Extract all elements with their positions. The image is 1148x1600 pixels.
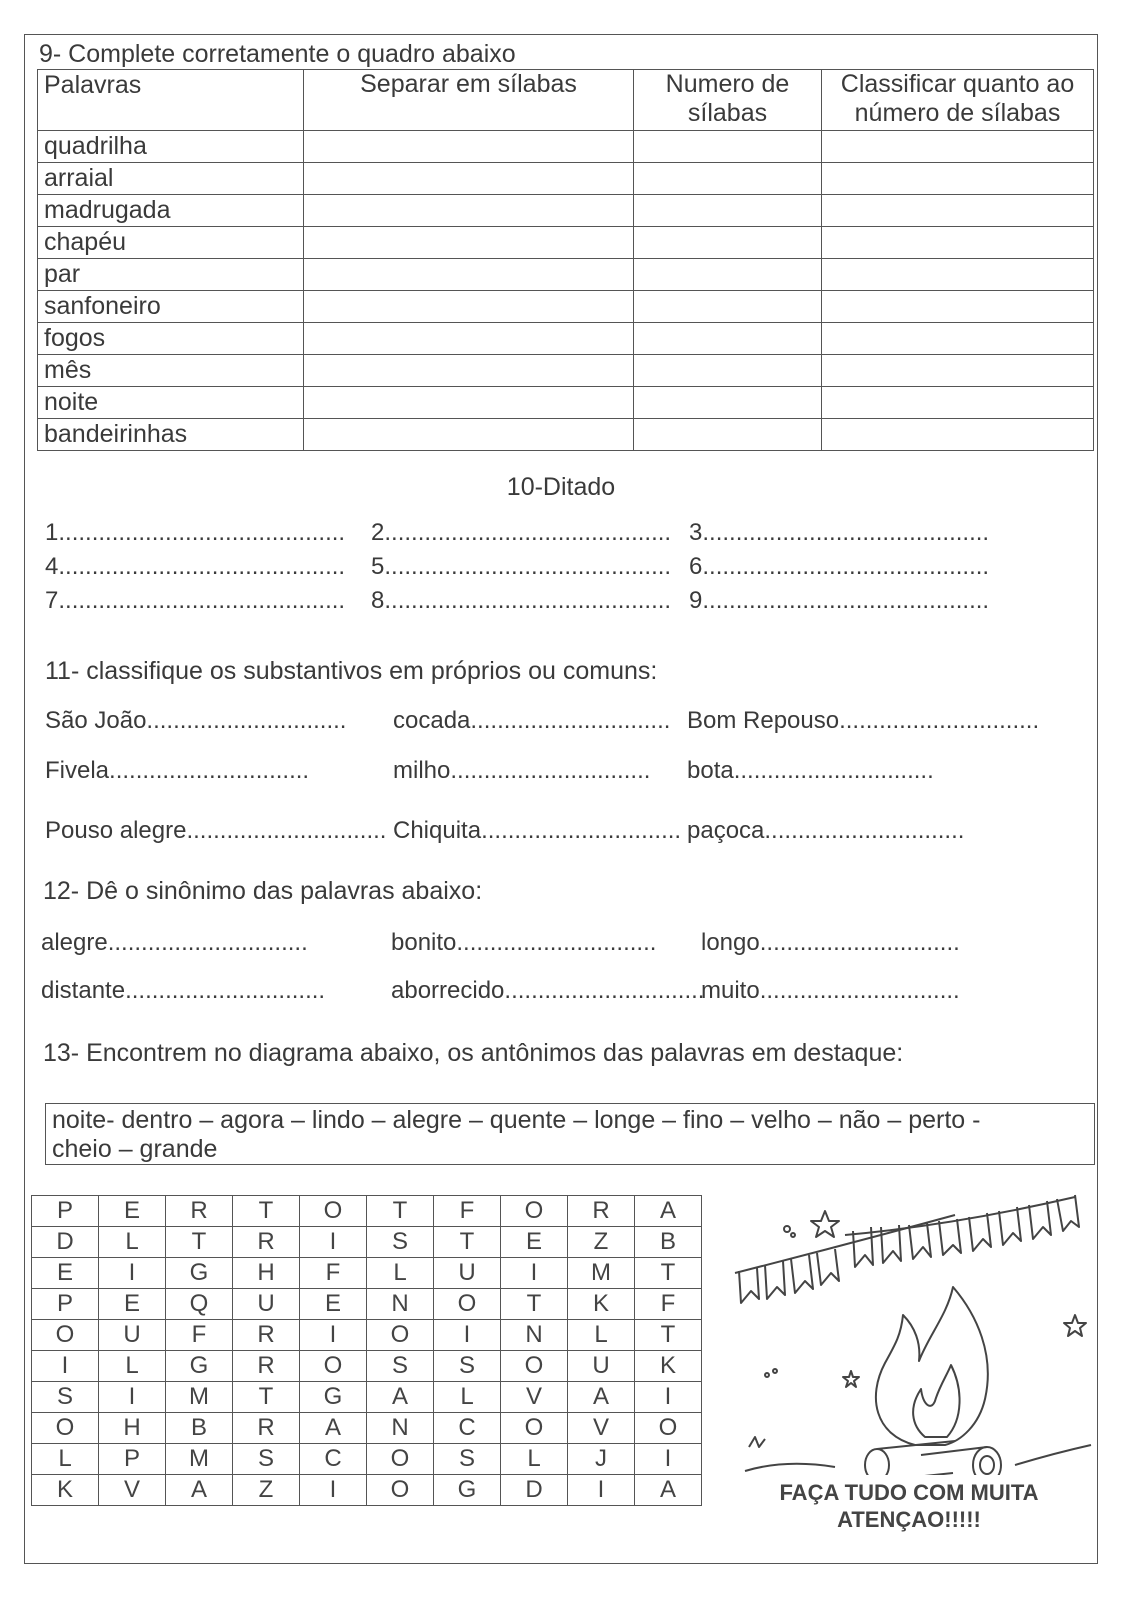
synonym-item[interactable]	[701, 929, 960, 957]
answer-dotted-line[interactable]: ..............................	[107, 929, 308, 956]
answer-dotted-line[interactable]: ...........................................	[384, 587, 672, 614]
star-icon	[811, 1211, 839, 1237]
noun-classification-item[interactable]	[393, 757, 650, 785]
grid-row	[32, 1227, 702, 1258]
syllable-count-input-cell[interactable]	[634, 163, 822, 195]
header-palavras: Palavras	[38, 70, 304, 131]
noun-classification-item[interactable]	[687, 817, 964, 845]
grid-letter-cell[interactable]: P	[32, 1196, 99, 1227]
grid-letter-cell[interactable]: Z	[568, 1227, 635, 1258]
flag-icon	[817, 1249, 839, 1285]
grid-letter-cell[interactable]: L	[568, 1320, 635, 1351]
grid-letter-cell[interactable]: O	[635, 1413, 702, 1444]
answer-dotted-line[interactable]: ..............................	[733, 757, 934, 784]
grid-letter-cell[interactable]: G	[434, 1475, 501, 1506]
grid-letter-cell[interactable]: T	[166, 1227, 233, 1258]
header-classificar: Classificar quanto ao número de sílabas	[822, 70, 1094, 131]
dictation-item-label: 3	[689, 519, 703, 546]
syllable-count-input-cell[interactable]	[634, 355, 822, 387]
grid-letter-cell[interactable]: I	[434, 1320, 501, 1351]
grid-row	[32, 1475, 702, 1506]
noun-classification-item[interactable]	[45, 757, 309, 785]
noun-classification-item[interactable]	[393, 817, 681, 845]
synonym-item-label: distante	[41, 977, 126, 1004]
grid-letter-cell[interactable]: I	[501, 1258, 568, 1289]
grid-letter-cell[interactable]: V	[568, 1413, 635, 1444]
noun-classification-item-label: cocada	[393, 707, 471, 734]
answer-dotted-line[interactable]: ...........................................	[702, 587, 990, 614]
grid-letter-cell[interactable]: F	[166, 1320, 233, 1351]
noun-classification-item-label: São João	[45, 707, 147, 734]
grid-letter-cell[interactable]: H	[233, 1258, 300, 1289]
grid-letter-cell[interactable]: S	[367, 1351, 434, 1382]
word-cell: fogos	[38, 323, 304, 355]
grid-letter-cell[interactable]: I	[99, 1382, 166, 1413]
grid-letter-cell[interactable]: I	[32, 1351, 99, 1382]
grid-letter-cell[interactable]: B	[166, 1413, 233, 1444]
grid-letter-cell[interactable]: Q	[166, 1289, 233, 1320]
grid-row	[32, 1196, 702, 1227]
antonyms-word-box	[45, 1103, 1095, 1165]
header-numero: Numero de sílabas	[634, 70, 822, 131]
syllables-input-cell[interactable]	[304, 227, 634, 259]
classification-input-cell[interactable]	[822, 355, 1094, 387]
classification-input-cell[interactable]	[822, 291, 1094, 323]
answer-dotted-line[interactable]: ...........................................	[384, 553, 672, 580]
grid-letter-cell[interactable]: A	[635, 1196, 702, 1227]
word-search-grid	[31, 1195, 702, 1506]
synonym-item-label: longo	[701, 929, 760, 956]
grid-letter-cell[interactable]: A	[300, 1413, 367, 1444]
grid-letter-cell[interactable]: K	[32, 1475, 99, 1506]
dictation-item-label: 8	[371, 587, 385, 614]
answer-dotted-line[interactable]: ..............................	[450, 757, 651, 784]
grid-letter-cell[interactable]: T	[233, 1382, 300, 1413]
answer-dotted-line[interactable]: ...........................................	[702, 519, 990, 546]
word-cell: bandeirinhas	[38, 419, 304, 451]
star-icon	[843, 1371, 859, 1387]
syllable-count-input-cell[interactable]	[634, 195, 822, 227]
flag-icon	[739, 1268, 759, 1303]
synonym-item[interactable]	[41, 929, 308, 957]
dictation-item[interactable]	[45, 553, 345, 581]
grid-letter-cell[interactable]: K	[635, 1351, 702, 1382]
grid-letter-cell[interactable]: I	[300, 1475, 367, 1506]
synonym-item[interactable]	[41, 977, 325, 1005]
syllable-table-row	[38, 419, 1094, 451]
grid-letter-cell[interactable]: O	[367, 1320, 434, 1351]
dictation-item-label: 1	[45, 519, 59, 546]
synonym-item[interactable]	[391, 977, 704, 1005]
dictation-item[interactable]	[371, 587, 671, 615]
answer-dotted-line[interactable]: ..............................	[839, 707, 1040, 734]
syllables-input-cell[interactable]	[304, 131, 634, 163]
classification-input-cell[interactable]	[822, 195, 1094, 227]
grid-letter-cell[interactable]: F	[300, 1258, 367, 1289]
dictation-item[interactable]	[45, 587, 345, 615]
word-cell: arraial	[38, 163, 304, 195]
grid-letter-cell[interactable]: L	[367, 1258, 434, 1289]
grid-letter-cell[interactable]: T	[635, 1258, 702, 1289]
grid-letter-cell[interactable]: G	[300, 1382, 367, 1413]
grid-letter-cell[interactable]: O	[300, 1351, 367, 1382]
syllables-input-cell[interactable]	[304, 195, 634, 227]
grid-letter-cell[interactable]: I	[300, 1227, 367, 1258]
syllable-table-row	[38, 387, 1094, 419]
grid-letter-cell[interactable]: R	[233, 1413, 300, 1444]
syllable-count-input-cell[interactable]	[634, 227, 822, 259]
grid-letter-cell[interactable]: O	[32, 1320, 99, 1351]
dictation-item[interactable]	[371, 519, 671, 547]
grid-letter-cell[interactable]: O	[501, 1351, 568, 1382]
answer-dotted-line[interactable]: ...........................................	[58, 519, 346, 546]
noun-classification-item-label: bota	[687, 757, 734, 784]
noun-classification-item[interactable]	[45, 707, 346, 735]
dictation-item[interactable]	[689, 553, 989, 581]
answer-dotted-line[interactable]: ..............................	[456, 929, 657, 956]
syllable-table-row	[38, 259, 1094, 291]
syllables-input-cell[interactable]	[304, 355, 634, 387]
inner-flame-icon	[913, 1365, 959, 1437]
classification-input-cell[interactable]	[822, 163, 1094, 195]
syllables-input-cell[interactable]	[304, 259, 634, 291]
grid-letter-cell[interactable]: P	[32, 1289, 99, 1320]
word-cell: par	[38, 259, 304, 291]
grid-letter-cell[interactable]: E	[99, 1289, 166, 1320]
syllables-input-cell[interactable]	[304, 387, 634, 419]
grid-letter-cell[interactable]: O	[32, 1413, 99, 1444]
word-cell: noite	[38, 387, 304, 419]
noun-classification-item-label: Bom Repouso	[687, 707, 840, 734]
syllables-input-cell[interactable]	[304, 163, 634, 195]
answer-dotted-line[interactable]: ..............................	[759, 977, 960, 1004]
flag-icon	[939, 1219, 961, 1255]
answer-dotted-line[interactable]: ..............................	[504, 977, 705, 1004]
grid-letter-cell[interactable]: T	[434, 1227, 501, 1258]
grid-letter-cell[interactable]: G	[166, 1351, 233, 1382]
grid-letter-cell[interactable]: U	[434, 1258, 501, 1289]
dictation-item[interactable]	[689, 587, 989, 615]
grid-letter-cell[interactable]: U	[99, 1320, 166, 1351]
grid-letter-cell[interactable]: I	[635, 1444, 702, 1475]
grid-row	[32, 1289, 702, 1320]
section-9-title: 9- Complete corretamente o quadro abaixo	[39, 40, 516, 68]
syllables-input-cell[interactable]	[304, 291, 634, 323]
noun-classification-item-label: Fivela	[45, 757, 110, 784]
synonym-item[interactable]	[391, 929, 656, 957]
log-icon	[973, 1447, 1001, 1475]
grid-letter-cell[interactable]: A	[568, 1382, 635, 1413]
grid-letter-cell[interactable]: T	[367, 1196, 434, 1227]
grid-letter-cell[interactable]: V	[99, 1475, 166, 1506]
answer-dotted-line[interactable]: ..............................	[146, 707, 347, 734]
noun-classification-item[interactable]	[393, 707, 670, 735]
dictation-item[interactable]	[689, 519, 989, 547]
grid-row	[32, 1382, 702, 1413]
syllable-count-input-cell[interactable]	[634, 323, 822, 355]
dictation-item[interactable]	[45, 519, 345, 547]
grid-letter-cell[interactable]: B	[635, 1227, 702, 1258]
grid-letter-cell[interactable]: E	[501, 1227, 568, 1258]
syllables-input-cell[interactable]	[304, 419, 634, 451]
grid-letter-cell[interactable]: L	[434, 1382, 501, 1413]
grid-letter-cell[interactable]: R	[233, 1227, 300, 1258]
grid-letter-cell[interactable]: S	[434, 1444, 501, 1475]
grid-row	[32, 1351, 702, 1382]
grid-letter-cell[interactable]: O	[367, 1444, 434, 1475]
section-12-title: 12- Dê o sinônimo das palavras abaixo:	[43, 877, 483, 905]
noun-classification-item[interactable]	[687, 757, 934, 785]
noun-classification-item-label: milho	[393, 757, 451, 784]
grid-letter-cell[interactable]: H	[99, 1413, 166, 1444]
grid-letter-cell[interactable]: E	[300, 1289, 367, 1320]
antonyms-words-line-2: cheio – grande	[52, 1135, 218, 1163]
section-9	[37, 39, 1093, 451]
grid-letter-cell[interactable]: F	[434, 1196, 501, 1227]
noun-classification-item-label: Pouso alegre	[45, 817, 187, 844]
grid-letter-cell[interactable]: A	[367, 1382, 434, 1413]
word-cell: madrugada	[38, 195, 304, 227]
grid-letter-cell[interactable]: D	[32, 1227, 99, 1258]
syllable-table-row	[38, 195, 1094, 227]
grid-letter-cell[interactable]: N	[501, 1320, 568, 1351]
grid-letter-cell[interactable]: O	[300, 1196, 367, 1227]
grid-letter-cell[interactable]: Z	[233, 1475, 300, 1506]
header-separar: Separar em sílabas	[304, 70, 634, 131]
grid-letter-cell[interactable]: O	[434, 1289, 501, 1320]
grid-letter-cell[interactable]: S	[233, 1444, 300, 1475]
grid-letter-cell[interactable]: E	[99, 1196, 166, 1227]
log-icon	[865, 1449, 889, 1475]
syllable-table-header	[38, 70, 1094, 131]
grid-letter-cell[interactable]: A	[166, 1475, 233, 1506]
syllable-table-row	[38, 323, 1094, 355]
grid-letter-cell[interactable]: S	[434, 1351, 501, 1382]
grid-row	[32, 1320, 702, 1351]
worksheet-sheet	[24, 34, 1098, 1564]
grid-letter-cell[interactable]: N	[367, 1289, 434, 1320]
star-icon	[1064, 1315, 1086, 1336]
grid-letter-cell[interactable]: J	[568, 1444, 635, 1475]
grid-letter-cell[interactable]: S	[32, 1382, 99, 1413]
grid-letter-cell[interactable]: O	[501, 1196, 568, 1227]
grid-letter-cell[interactable]: O	[501, 1413, 568, 1444]
answer-dotted-line[interactable]: ..............................	[481, 817, 682, 844]
flag-icon	[765, 1261, 785, 1299]
grid-letter-cell[interactable]: P	[99, 1444, 166, 1475]
syllable-count-input-cell[interactable]	[634, 291, 822, 323]
grid-letter-cell[interactable]: K	[568, 1289, 635, 1320]
noun-classification-item-label: Chiquita	[393, 817, 482, 844]
antonyms-words-line-1: noite- dentro – agora – lindo – alegre – quente – longe – fino – velho – não – perto -	[52, 1106, 981, 1134]
grid-row	[32, 1258, 702, 1289]
syllable-table-row	[38, 163, 1094, 195]
grid-letter-cell[interactable]: R	[166, 1196, 233, 1227]
grid-letter-cell[interactable]: R	[233, 1351, 300, 1382]
grid-letter-cell[interactable]: T	[635, 1320, 702, 1351]
syllable-table	[37, 69, 1094, 451]
syllables-input-cell[interactable]	[304, 323, 634, 355]
syllable-table-row	[38, 227, 1094, 259]
dictation-item-label: 7	[45, 587, 59, 614]
bonfire-illustration	[725, 1175, 1095, 1475]
word-cell: quadrilha	[38, 131, 304, 163]
answer-dotted-line[interactable]: ..............................	[759, 929, 960, 956]
grid-row	[32, 1444, 702, 1475]
attention-message-line-1: FAÇA TUDO COM MUITA	[779, 1480, 1039, 1505]
flag-icon	[791, 1255, 813, 1293]
noun-classification-item[interactable]	[45, 817, 386, 845]
attention-message-line-2: ATENÇAO!!!!!	[837, 1507, 981, 1532]
grid-letter-cell[interactable]: L	[99, 1351, 166, 1382]
grid-letter-cell[interactable]: I	[300, 1320, 367, 1351]
section-11-title: 11- classifique os substantivos em próprios ou comuns:	[45, 657, 658, 685]
synonym-item[interactable]	[701, 977, 960, 1005]
noun-classification-item[interactable]	[687, 707, 1039, 735]
syllable-count-input-cell[interactable]	[634, 419, 822, 451]
synonym-item-label: muito	[701, 977, 760, 1004]
answer-dotted-line[interactable]: ..............................	[470, 707, 671, 734]
grid-letter-cell[interactable]: G	[166, 1258, 233, 1289]
grid-letter-cell[interactable]: V	[501, 1382, 568, 1413]
flag-icon	[909, 1223, 931, 1259]
grid-row	[32, 1413, 702, 1444]
grid-letter-cell[interactable]: S	[367, 1227, 434, 1258]
answer-dotted-line[interactable]: ..............................	[186, 817, 387, 844]
classification-input-cell[interactable]	[822, 323, 1094, 355]
grid-letter-cell[interactable]: O	[367, 1475, 434, 1506]
dictation-item[interactable]	[371, 553, 671, 581]
grid-letter-cell[interactable]: M	[166, 1444, 233, 1475]
grid-letter-cell[interactable]: L	[501, 1444, 568, 1475]
answer-dotted-line[interactable]: ..............................	[125, 977, 326, 1004]
classification-input-cell[interactable]	[822, 131, 1094, 163]
grid-letter-cell[interactable]: L	[32, 1444, 99, 1475]
flame-icon	[876, 1287, 988, 1445]
grid-letter-cell[interactable]: M	[568, 1258, 635, 1289]
word-cell: chapéu	[38, 227, 304, 259]
syllable-count-input-cell[interactable]	[634, 387, 822, 419]
grid-letter-cell[interactable]: T	[501, 1289, 568, 1320]
classification-input-cell[interactable]	[822, 387, 1094, 419]
attention-message	[737, 1479, 1081, 1533]
synonym-item-label: bonito	[391, 929, 457, 956]
dictation-item-label: 4	[45, 553, 59, 580]
syllable-table-row	[38, 291, 1094, 323]
grid-letter-cell[interactable]: T	[233, 1196, 300, 1227]
answer-dotted-line[interactable]: ..............................	[109, 757, 310, 784]
grid-letter-cell[interactable]: C	[434, 1413, 501, 1444]
grid-letter-cell[interactable]: N	[367, 1413, 434, 1444]
grid-letter-cell[interactable]: E	[32, 1258, 99, 1289]
grid-letter-cell[interactable]: I	[635, 1382, 702, 1413]
bunting-string-icon	[735, 1215, 955, 1273]
answer-dotted-line[interactable]: ..............................	[764, 817, 965, 844]
syllable-count-input-cell[interactable]	[634, 131, 822, 163]
dictation-item-label: 5	[371, 553, 385, 580]
syllable-table-row	[38, 355, 1094, 387]
grid-letter-cell[interactable]: C	[300, 1444, 367, 1475]
grid-letter-cell[interactable]: F	[635, 1289, 702, 1320]
grid-letter-cell[interactable]: R	[233, 1320, 300, 1351]
synonym-item-label: aborrecido	[391, 977, 505, 1004]
word-cell: mês	[38, 355, 304, 387]
grid-letter-cell[interactable]: I	[99, 1258, 166, 1289]
answer-dotted-line[interactable]: ...........................................	[58, 587, 346, 614]
grid-letter-cell[interactable]: D	[501, 1475, 568, 1506]
grid-letter-cell[interactable]: L	[99, 1227, 166, 1258]
dictation-item-label: 2	[371, 519, 385, 546]
grid-letter-cell[interactable]: M	[166, 1382, 233, 1413]
grid-letter-cell[interactable]: A	[635, 1475, 702, 1506]
grid-letter-cell[interactable]: U	[233, 1289, 300, 1320]
syllable-table-row	[38, 131, 1094, 163]
word-cell: sanfoneiro	[38, 291, 304, 323]
ground-line-icon	[745, 1445, 1091, 1471]
answer-dotted-line[interactable]: ...........................................	[702, 553, 990, 580]
grid-letter-cell[interactable]: U	[568, 1351, 635, 1382]
classification-input-cell[interactable]	[822, 259, 1094, 291]
dictation-item-label: 6	[689, 553, 703, 580]
classification-input-cell[interactable]	[822, 419, 1094, 451]
grid-letter-cell[interactable]: R	[568, 1196, 635, 1227]
classification-input-cell[interactable]	[822, 227, 1094, 259]
answer-dotted-line[interactable]: ...........................................	[384, 519, 672, 546]
dictation-item-label: 9	[689, 587, 703, 614]
grid-letter-cell[interactable]: I	[568, 1475, 635, 1506]
synonym-item-label: alegre	[41, 929, 108, 956]
answer-dotted-line[interactable]: ...........................................	[58, 553, 346, 580]
section-13-title: 13- Encontrem no diagrama abaixo, os antônimos das palavras em destaque:	[43, 1039, 904, 1067]
section-10-title: 10-Ditado	[506, 473, 616, 501]
syllable-count-input-cell[interactable]	[634, 259, 822, 291]
noun-classification-item-label: paçoca	[687, 817, 765, 844]
